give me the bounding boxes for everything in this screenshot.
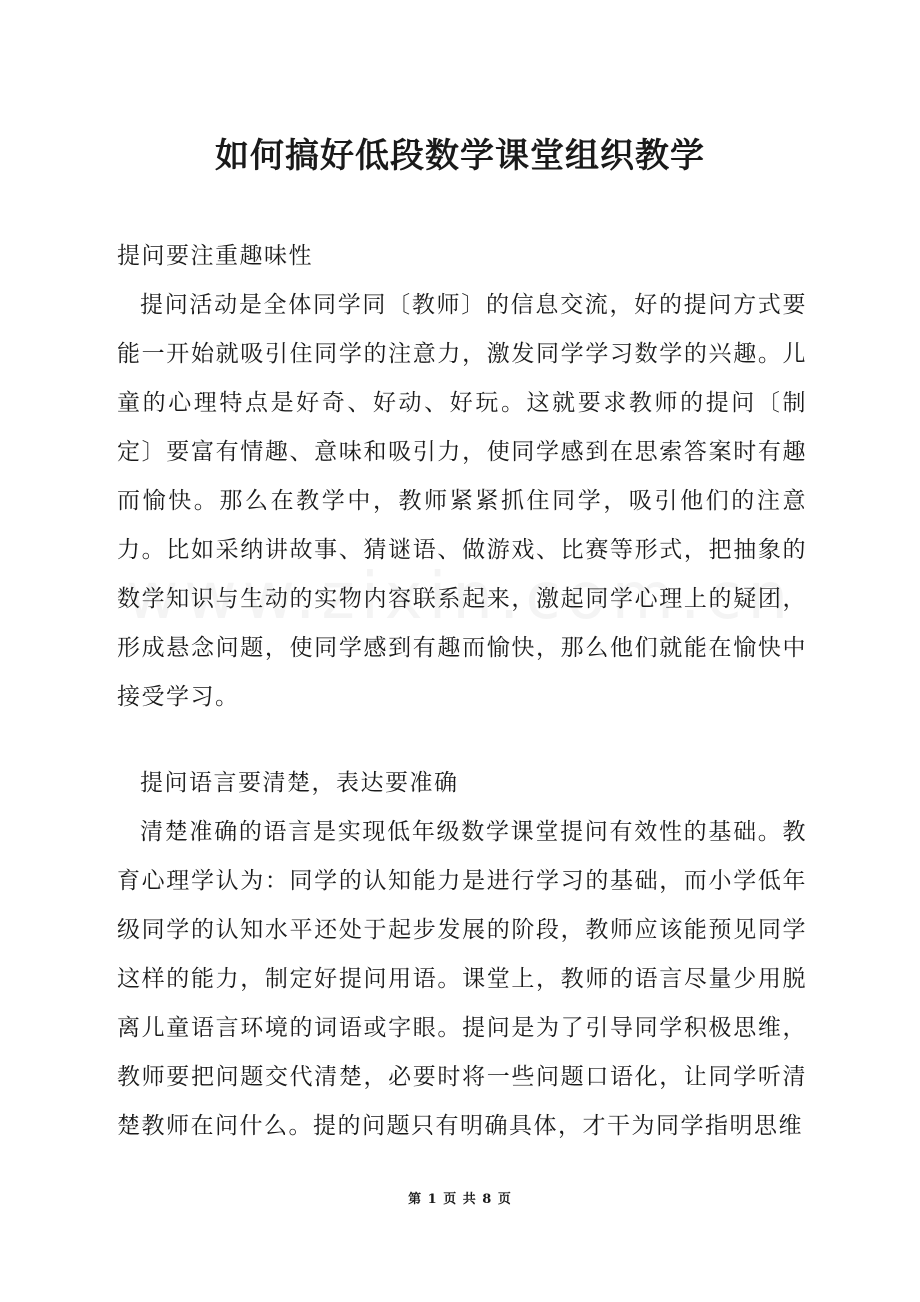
section-heading-1: 提问要注重趣味性 (117, 243, 313, 269)
paragraph-2: 清楚准确的语言是实现低年级数学课堂提问有效性的基础。教育心理学认为：同学的认知能力是进行学习的基础，而小学低年级同学的认知水平还处于起步发展的阶段，教师应该能预见同学这样的能力，制定好提问用语。课堂上，教师的语言尽量少用脱离儿童语言环境的词语或字眼。提问是为了引导同学积极思维，教师要把问题交代清楚，必要时将一些问题口语化，让同学听清楚教师在问什么。提的问题只有明确具体，才干为同学指明思维 (117, 819, 807, 1139)
section-heading-2: 提问语言要清楚，表达要准确 (140, 770, 459, 796)
document-title: 如何搞好低段数学课堂组织教学 (215, 136, 705, 176)
page-footer: 第 1 页 共 8 页 (408, 1192, 512, 1207)
section-body-2 (117, 808, 807, 1151)
paragraph-1: 提问活动是全体同学同〔教师〕的信息交流，好的提问方式要能一开始就吸引住同学的注意力，激发同学学习数学的兴趣。儿童的心理特点是好奇、好动、好玩。这就要求教师的提问〔制定〕要富有情趣、意味和吸引力，使同学感到在思索答案时有趣而愉快。那么在教学中，教师紧紧抓住同学，吸引他们的注意力。比如采纳讲故事、猜谜语、做游戏、比赛等形式，把抽象的数学知识与生动的实物内容联系起来，激起同学心理上的疑团，形成悬念问题，使同学感到有趣而愉快，那么他们就能在愉快中接受学习。 (117, 292, 807, 710)
section-body-1 (117, 281, 807, 722)
